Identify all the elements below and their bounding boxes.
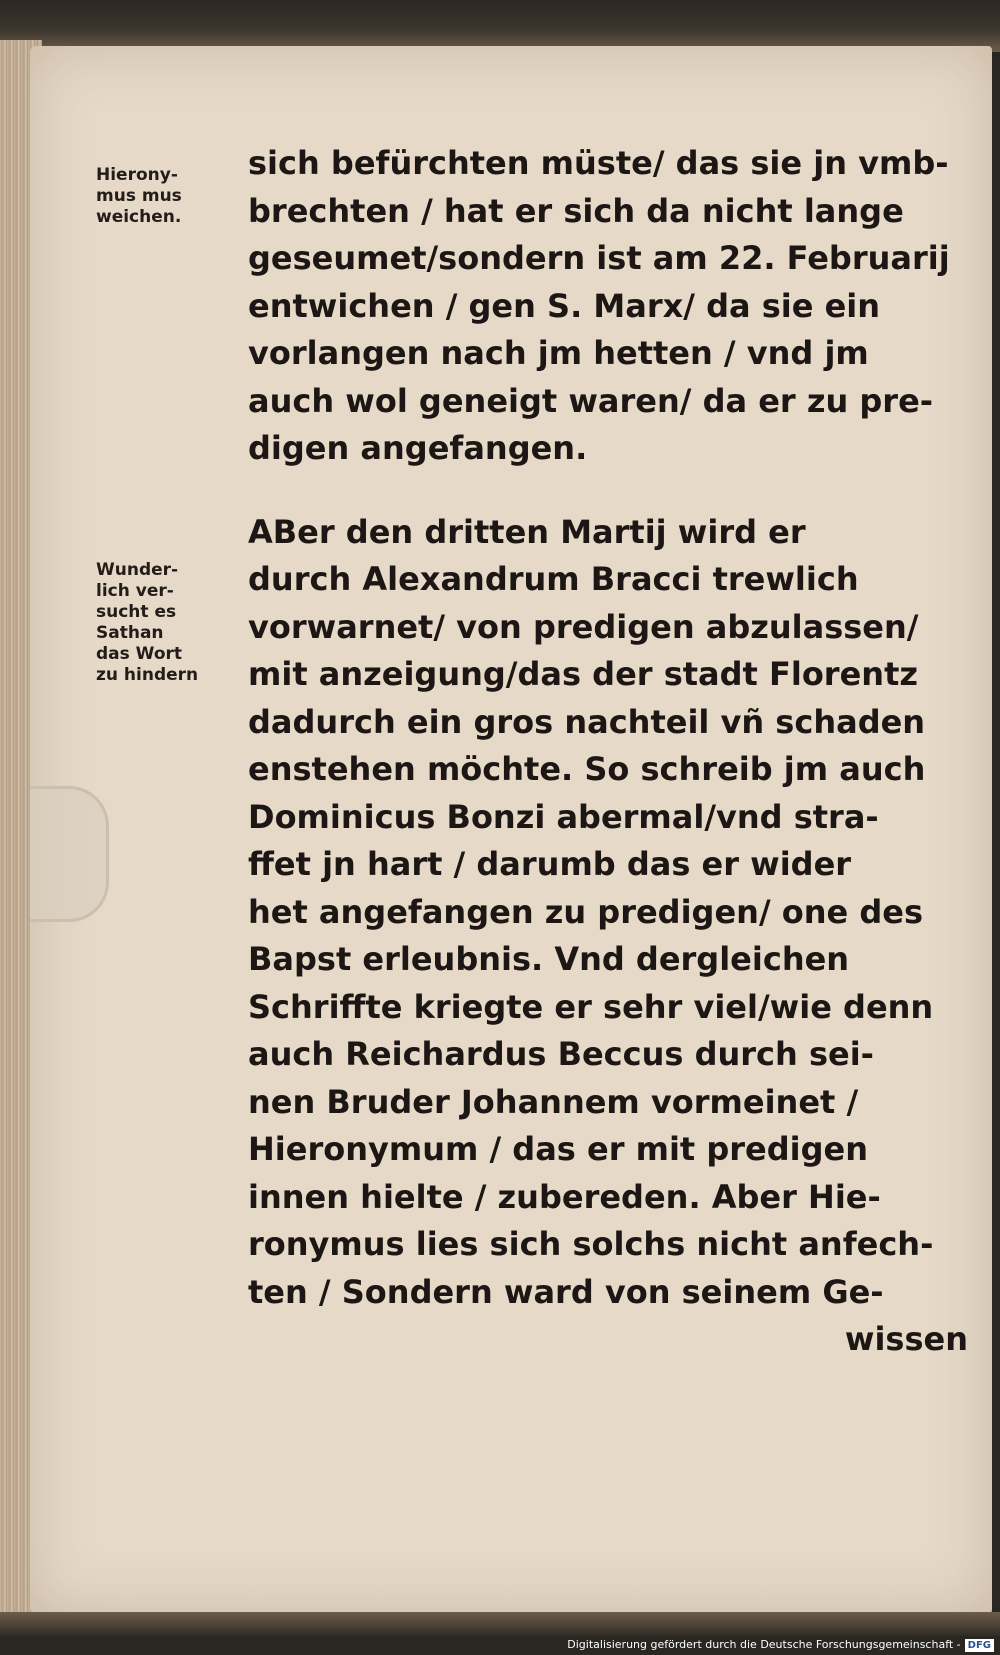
text-line: mit anzeigung/das der stadt Florentz bbox=[248, 655, 918, 693]
text-line: digen angefangen. bbox=[248, 429, 588, 467]
text-line: enstehen möchte. So schreib jm auch bbox=[248, 750, 926, 788]
text-line: ffet jn hart / darumb das er wider bbox=[248, 845, 852, 883]
text-line: innen hielte / zubereden. Aber Hie- bbox=[248, 1177, 881, 1216]
text-line: sich befürchten müste/ das sie jn vmb- bbox=[248, 144, 949, 182]
text-line: het angefangen zu predigen/ one des bbox=[248, 892, 924, 931]
text-line: entwichen / gen S. Marx/ da sie ein bbox=[248, 286, 881, 325]
text-line: ABer den dritten Martij wird er bbox=[248, 512, 806, 551]
dfg-logo: DFG bbox=[965, 1639, 994, 1652]
text-line: vorlangen nach jm hetten / vnd jm bbox=[248, 334, 869, 372]
digitization-footer bbox=[567, 1637, 994, 1653]
book-bottom-edge bbox=[0, 1612, 1000, 1636]
text-line: nen Bruder Johannem vormeinet / bbox=[248, 1082, 859, 1121]
text-line: dadurch ein gros nachteil vñ schaden bbox=[248, 702, 926, 741]
paragraph-gap bbox=[248, 473, 968, 509]
text-line: ten / Sondern ward von seinem Ge- bbox=[248, 1272, 884, 1311]
paragraph-2 bbox=[248, 509, 968, 1317]
text-line: Hieronymum / das er mit predigen bbox=[248, 1130, 869, 1168]
text-line: vorwarnet/ von predigen abzulassen/ bbox=[248, 607, 919, 646]
text-line: auch wol geneigt waren/ da er zu pre- bbox=[248, 381, 934, 420]
page-clip bbox=[30, 786, 109, 922]
text-line: ronymus lies sich solchs nicht anfech- bbox=[248, 1225, 934, 1263]
text-line: auch Reichardus Beccus durch sei- bbox=[248, 1035, 874, 1073]
text-line: durch Alexandrum Bracci trewlich bbox=[248, 560, 859, 598]
footer-text: Digitalisierung gefördert durch die Deutsche Forschungsgemeinschaft - bbox=[567, 1638, 961, 1651]
margin-note-1: Hierony- mus mus weichen. bbox=[96, 165, 182, 227]
text-line: Bapst erleubnis. Vnd dergleichen bbox=[248, 940, 850, 978]
book-top-edge bbox=[0, 0, 1000, 52]
margin-note-2: Wunder- lich ver- sucht es Sathan das Wort zu hindern bbox=[96, 560, 199, 685]
text-line: brechten / hat er sich da nicht lange bbox=[248, 191, 904, 230]
paragraph-1 bbox=[248, 140, 968, 473]
text-line: Schriffte kriegte er sehr viel/wie denn bbox=[248, 987, 934, 1026]
text-line: geseumet/sondern ist am 22. Februarij bbox=[248, 239, 950, 277]
main-text bbox=[248, 140, 968, 1364]
catchword: wissen bbox=[844, 1320, 968, 1358]
text-line: Dominicus Bonzi abermal/vnd stra- bbox=[248, 797, 879, 836]
